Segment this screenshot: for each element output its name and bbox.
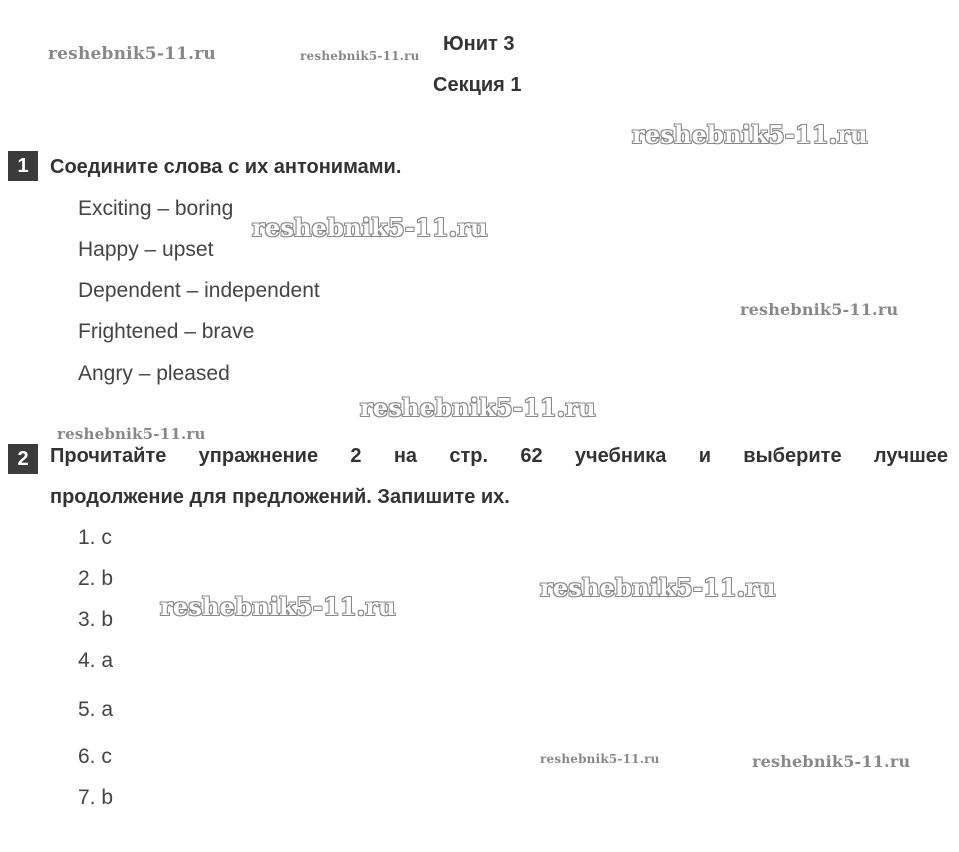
watermark: reshebnik5-11.ru: [48, 44, 216, 64]
answer-item: 1. c: [78, 526, 112, 549]
antonym-pair: Exciting – boring: [78, 197, 234, 220]
watermark: reshebnik5-11.ru: [160, 592, 396, 621]
unit-title: Юнит 3: [443, 33, 515, 55]
watermark: reshebnik5-11.ru: [300, 49, 420, 63]
antonym-pair: Happy – upset: [78, 238, 214, 261]
watermark: reshebnik5-11.ru: [632, 120, 868, 149]
watermark: reshebnik5-11.ru: [540, 752, 660, 766]
answer-item: 7. b: [78, 786, 114, 809]
watermark: reshebnik5-11.ru: [360, 393, 596, 422]
answer-item: 3. b: [78, 608, 114, 631]
task-2-number-badge: 2: [8, 444, 38, 474]
task-1-number-badge: 1: [8, 151, 38, 181]
watermark: reshebnik5-11.ru: [57, 425, 206, 443]
answer-item: 6. c: [78, 745, 112, 768]
watermark: reshebnik5-11.ru: [252, 213, 488, 242]
watermark: reshebnik5-11.ru: [752, 752, 911, 771]
watermark: reshebnik5-11.ru: [540, 573, 776, 602]
answer-item: 5. a: [78, 698, 114, 721]
task-2-title-line-2: продолжение для предложений. Запишите их.: [50, 486, 510, 508]
antonym-pair: Angry – pleased: [78, 362, 230, 385]
antonym-pair: Dependent – independent: [78, 279, 320, 302]
task-2-title-line-1: Прочитайте упражнение 2 на стр. 62 учебника и выберите лучшее: [50, 445, 948, 467]
answer-item: 4. a: [78, 649, 114, 672]
answer-item: 2. b: [78, 567, 114, 590]
task-1-title: Соедините слова с их антонимами.: [50, 156, 402, 178]
section-title: Секция 1: [433, 74, 522, 96]
antonym-pair: Frightened – brave: [78, 320, 255, 343]
watermark: reshebnik5-11.ru: [740, 300, 899, 319]
